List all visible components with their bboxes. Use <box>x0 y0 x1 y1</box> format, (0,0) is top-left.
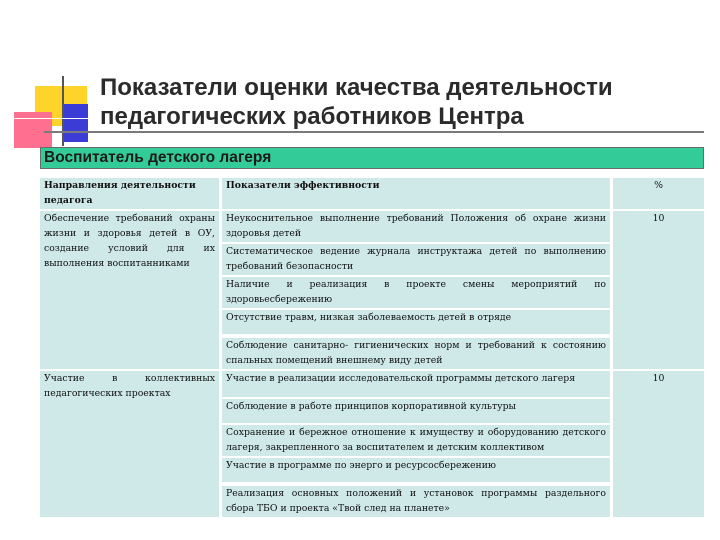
row2-direction: Участие в коллективных педагогических проектах <box>40 371 219 517</box>
header-percent: % <box>613 178 704 209</box>
decor-horizontal-line <box>12 118 112 119</box>
row2-indicator-2: Соблюдение в работе принципов корпоративной культуры <box>222 399 610 423</box>
row2-indicator-3: Сохранение и бережное отношение к имуществу и оборудованию детского лагеря, закрепленного за воспитателем и детским коллективом <box>222 425 610 456</box>
decor-blue-square <box>64 104 88 142</box>
row1-indicator-5: Соблюдение санитарно- гигиенических норм и требований к состоянию спальных помещений внешнему виду детей <box>222 338 610 369</box>
row1-indicator-3: Наличие и реализация в проекте смены мероприятий по здоровьесбережению <box>222 277 610 308</box>
row1-indicator-1: Неукоснительное выполнение требований Положения об охране жизни здоровья детей <box>222 211 610 242</box>
row2-percent: 10 <box>613 371 704 517</box>
row1-percent: 10 <box>613 211 704 369</box>
header-direction: Направления деятельности педагога <box>40 178 219 209</box>
row1-indicator-4: Отсутствие травм, низкая заболеваемость детей в отряде <box>222 310 610 334</box>
row1-indicator-2: Систематическое ведение журнала инструктажа детей по выполнению требований безопасности <box>222 244 610 275</box>
row1-direction: Обеспечение требований охраны жизни и здоровья детей в ОУ, создание условий для их выполнения воспитанниками <box>40 211 219 369</box>
section-header: Воспитатель детского лагеря <box>40 147 704 169</box>
header-indicators: Показатели эффективности <box>222 178 610 209</box>
title-underline <box>44 131 704 133</box>
row2-indicator-5: Реализация основных положений и установок программы раздельного сбора ТБО и проекта «Твой след на планете» <box>222 486 610 517</box>
decor-vertical-line <box>62 76 64 146</box>
row2-indicator-4: Участие в программе по энерго и ресурсосбережению <box>222 458 610 482</box>
row2-indicator-1: Участие в реализации исследовательской программы детского лагеря <box>222 371 610 397</box>
page-title: Показатели оценки качества деятельности педагогических работников Центра <box>100 74 613 130</box>
